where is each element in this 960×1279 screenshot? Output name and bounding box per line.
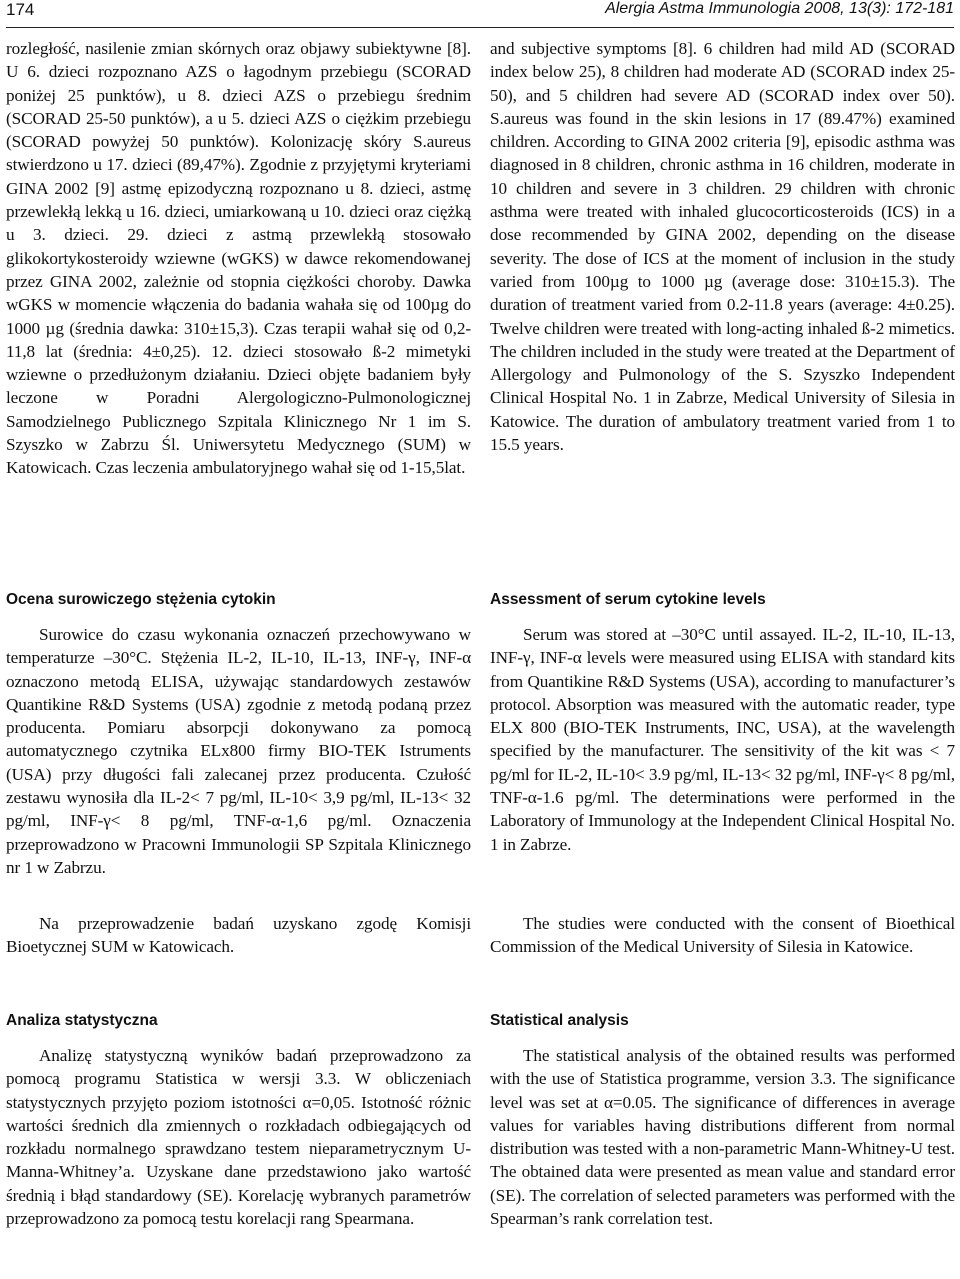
ethics-paragraph-en: The studies were conducted with the consent of Bioethical Commission of the Medical University of Silesia in Katowice. bbox=[490, 914, 955, 957]
cytokines-paragraph-pl: Surowice do czasu wykonania oznaczeń przechowywano w temperaturze –30°C. Stężenia IL-2, IL-10, IL-13, INF-γ, INF-α oznaczono metodą ELISA, używając standardowych zestawów Quantikine R&D Systems (USA) zgodnie z metodą podaną przez producenta. Pomiaru absorpcji dokonywano za pomocą automatycznego czytnika ELx800 firmy BIO-TEK Istruments (USA) przy długości fali zalecanej przez producenta. Czułość zestawu wynosiła dla IL-2< 7 pg/ml, IL-10< 3,9 pg/ml, IL-13< 32 pg/ml, INF-γ< 8 pg/ml, TNF-α-1,6 pg/ml. Oznaczenia przeprowadzono w Pracowni Immunologii SP Szpitala Klinicznego nr 1 w Zabrzu. bbox=[6, 625, 471, 877]
stats-paragraph-pl: Analizę statystyczną wyników badań przeprowadzono za pomocą programu Statistica w wersji 3.3. W obliczeniach statystycznych przyjęto poziom istotności α=0,05. Istotność różnic wartości średnich dla zmiennych o rozkładach odbiegających od rozkładu normalnego sprawdzano testem nieparametrycznym U-Manna-Whitney’a. Uzyskane dane przedstawiono jako wartość średnią i błąd standardowy (SE). Korelację wybranych parametrów przeprowadzono za pomocą testu korelacji rang Spearmana. bbox=[6, 1046, 471, 1229]
ethics-paragraph-pl: Na przeprowadzenie badań uzyskano zgodę Komisji Bioetycznej SUM w Katowicach. bbox=[6, 914, 471, 957]
page-header bbox=[6, 0, 954, 28]
intro-paragraph-en: and subjective symptoms [8]. 6 children had mild AD (SCORAD index below 25), 8 children had moderate AD (SCORAD index 25-50), and 5 children had severe AD (SCORAD index over 50). S.aureus was found in the skin lesions in 17 (89.47%) examined children. According to GINA 2002 criteria [9], episodic asthma was diagnosed in 8 children, chronic asthma in 16 children, moderate in 10 children and severe in 3 children. 29 children with chronic asthma were treated with inhaled glucocorticosteroids (ICS) in a dose recommended by GINA 2002, depending on the disease severity. The dose of ICS at the moment of inclusion in the study varied from 100µg to 1000 µg (average dose: 310±15.3). The duration of treatment varied from 0.2-11.8 years (average: 4±0.25). Twelve children were treated with long-acting inhaled ß-2 mimetics. The children included in the study were treated at the Department of Allergology and Pulmonology of the S. Szyszko Independent Clinical Hospital No. 1 in Zabrze, Medical University of Silesia in Katowice. The duration of ambulatory treatment varied from 1 to 15.5 years. bbox=[490, 39, 955, 455]
page-number: 174 bbox=[6, 0, 35, 19]
journal-citation: Alergia Astma Immunologia 2008, 13(3): 172-181 bbox=[605, 0, 954, 17]
section-heading-cytokines-pl: Ocena surowiczego stężenia cytokin bbox=[6, 591, 276, 608]
cytokines-paragraph-en: Serum was stored at –30°C until assayed. IL-2, IL-10, IL-13, INF-γ, INF-α levels were measured using ELISA with standard kits from Quantikine R&D Systems (USA), according to manufacturer’s protocol. Absorption was measured with the automatic reader, type ELX 800 (BIO-TEK Instruments, INC, USA), at the wavelength specified by the manufacturer. The sensitivity of the kit was < 7 pg/ml for IL-2, IL-10< 3.9 pg/ml, IL-13< 32 pg/ml, INF-γ< 8 pg/ml, TNF-α-1.6 pg/ml. The determinations were performed in the Laboratory of Immunology at the Independent Clinical Hospital No. 1 in Zabrze. bbox=[490, 625, 955, 854]
section-heading-stats-en: Statistical analysis bbox=[490, 1012, 629, 1029]
stats-paragraph-en: The statistical analysis of the obtained results was performed with the use of Statistica programme, version 3.3. The significance level was set at α=0.05. The significance of differences in average values for variables having distributions different from normal distribution was tested with a non-parametric Mann-Whitney-U test. The obtained data were presented as mean value and standard error (SE). The correlation of selected parameters was performed with the Spearman’s rank correlation test. bbox=[490, 1046, 955, 1229]
section-heading-cytokines-en: Assessment of serum cytokine levels bbox=[490, 591, 766, 608]
intro-paragraph-pl: rozległość, nasilenie zmian skórnych oraz objawy subiektywne [8]. U 6. dzieci rozpoznano AZS o łagodnym przebiegu (SCORAD poniżej 25 punktów), u 8. dzieci AZS o przebiegu średnim (SCORAD 25-50 punktów), a u 5. dzieci AZS o ciężkim przebiegu (SCORAD powyżej 50 punktów). Kolonizację skóry S.aureus stwierdzono u 17. dzieci (89,47%). Zgodnie z przyjętymi kryteriami GINA 2002 [9] astmę epizodyczną rozpoznano u 8. dzieci, astmę przewlekłą lekką u 16. dzieci, umiarkowaną u 10. dzieci oraz ciężką u 3. dzieci. 29. dzieci z astmą przewlekłą stosowało glikokortykosteroidy wziewne (wGKS) w dawce rekomendowanej przez GINA 2002, zależnie od stopnia ciężkości choroby. Dawka wGKS w momencie włączenia do badania wahała się od 100µg do 1000 µg (średnia dawka: 310±15,3). Czas terapii wahał się od 0,2-11,8 lat (średnia: 4±0,25). 12. dzieci stosowało ß-2 mimetyki wziewne o przedłużonym działaniu. Dzieci objęte badaniem były leczone w Poradni Alergologiczno-Pulmonologicznej Samodzielnego Publicznego Szpitala Klinicznego Nr 1 im S. Szyszko w Zabrzu Śl. Uniwersytetu Medycznego (SUM) w Katowicach. Czas leczenia ambulatoryjnego wahał się od 1-15,5lat. bbox=[6, 39, 471, 478]
section-heading-stats-pl: Analiza statystyczna bbox=[6, 1012, 158, 1029]
